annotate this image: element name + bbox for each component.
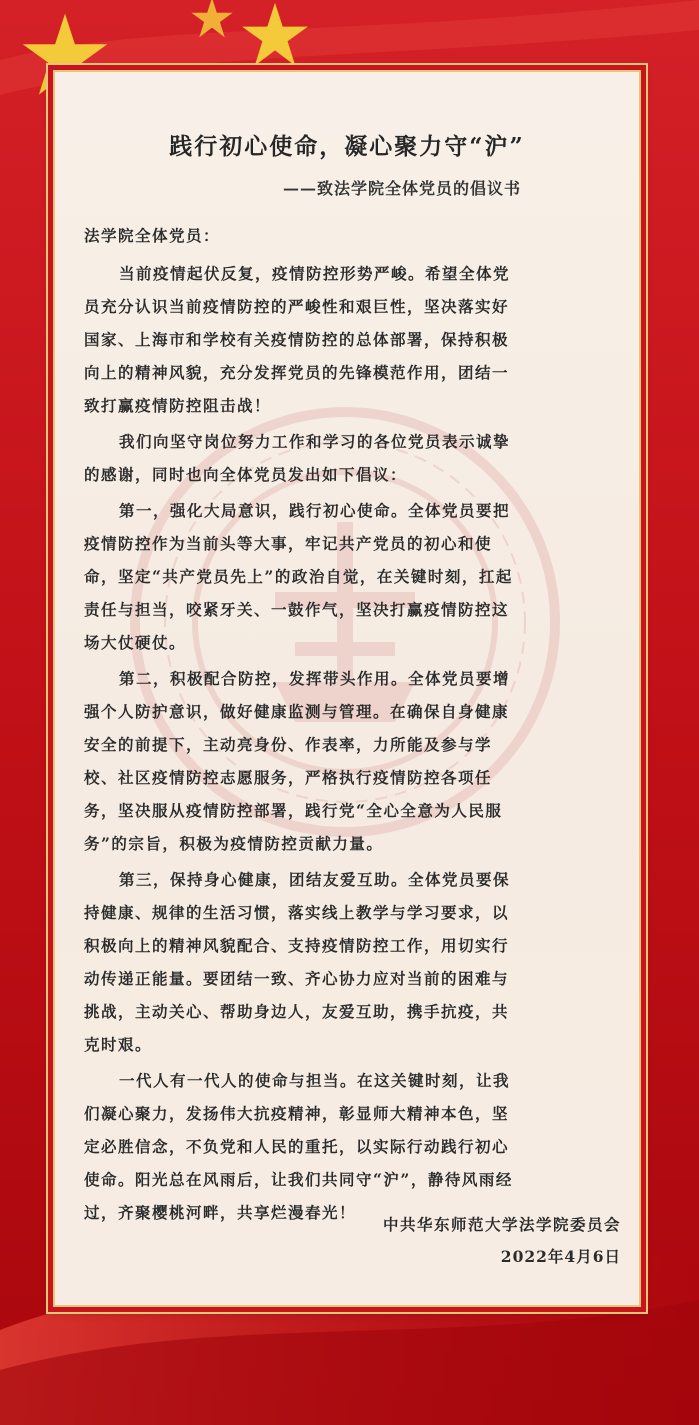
- text-line: 务”的宗旨，积极为疫情防控贡献力量。: [84, 834, 384, 853]
- text-line: 定必胜信念，不负党和人民的重托，以实际行动践行初心: [84, 1137, 510, 1156]
- letter-title: 践行初心使命，凝心聚力守“沪”: [169, 133, 525, 160]
- text-line: 命，坚定“共产党员先上”的政治自觉，在关键时刻，扛起: [84, 567, 513, 586]
- text-line: 过，齐聚樱桃河畔，共享烂漫春光！: [84, 1203, 357, 1222]
- letter-subtitle: ——致法学院全体党员的倡议书: [283, 179, 522, 198]
- text-line: 责任与担当，咬紧牙关、一鼓作气，坚决打赢疫情防控这: [84, 600, 510, 619]
- text-line: 场大仗硬仗。: [84, 633, 187, 652]
- text-line: 我们向坚守岗位努力工作和学习的各位党员表示诚挚: [119, 432, 511, 451]
- text-line: 第二，积极配合防控，发挥带头作用。全体党员要增: [119, 669, 511, 688]
- letter-paper: [53, 70, 641, 1307]
- text-line: 校、社区疫情防控志愿服务，严格执行疫情防控各项任: [84, 768, 493, 787]
- date: 2022年4月6日: [500, 1247, 621, 1266]
- letter-salutation: 法学院全体党员：: [84, 226, 221, 245]
- text-line: 疫情防控作为当前头等大事，牢记共产党员的初心和使: [84, 534, 493, 553]
- text-line: 第三，保持身心健康，团结友爱互助。全体党员要保: [119, 870, 511, 889]
- text-line: 强个人防护意识，做好健康监测与管理。在确保自身健康: [84, 702, 510, 721]
- text-line: 第一，强化大局意识，践行初心使命。全体党员要把: [119, 501, 511, 520]
- text-line: 动传递正能量。要团结一致、齐心协力应对当前的困难与: [84, 969, 510, 988]
- text-line: 当前疫情起伏反复，疫情防控形势严峻。希望全体党: [119, 264, 511, 283]
- text-line: 务，坚决服从疫情防控部署，践行党“全心全意为人民服: [84, 801, 503, 820]
- star-icon: [240, 0, 310, 70]
- text-line: 员充分认识当前疫情防控的严峻性和艰巨性，坚决落实好: [84, 297, 510, 316]
- text-line: 致打赢疫情防控阻击战！: [84, 396, 272, 415]
- text-line: 积极向上的精神风貌配合、支持疫情防控工作，用切实行: [84, 936, 510, 955]
- text-line: 的感谢，同时也向全体党员发出如下倡议：: [84, 465, 408, 484]
- text-line: 们凝心聚力，发扬伟大抗疫精神，彰显师大精神本色，坚: [84, 1104, 510, 1123]
- text-line: 持健康、规律的生活习惯，落实线上教学与学习要求，以: [84, 903, 510, 922]
- signature: 中共华东师范大学法学院委员会: [382, 1215, 621, 1234]
- text-line: 向上的精神风貌，充分发挥党员的先锋模范作用，团结一: [84, 363, 510, 382]
- text-line: 克时艰。: [84, 1035, 153, 1054]
- text-line: 使命。阳光总在风雨后，让我们共同守“沪”，静待风雨经: [84, 1170, 513, 1189]
- text-line: 国家、上海市和学校有关疫情防控的总体部署，保持积极: [84, 330, 510, 349]
- text-line: 安全的前提下，主动亮身份、作表率，力所能及参与学: [84, 735, 493, 754]
- star-icon: [190, 0, 234, 40]
- text-line: 挑战，主动关心、帮助身边人，友爱互助，携手抗疫，共: [84, 1002, 510, 1021]
- letter-content: [55, 72, 639, 1305]
- text-line: 一代人有一代人的使命与担当。在这关键时刻，让我: [119, 1071, 511, 1090]
